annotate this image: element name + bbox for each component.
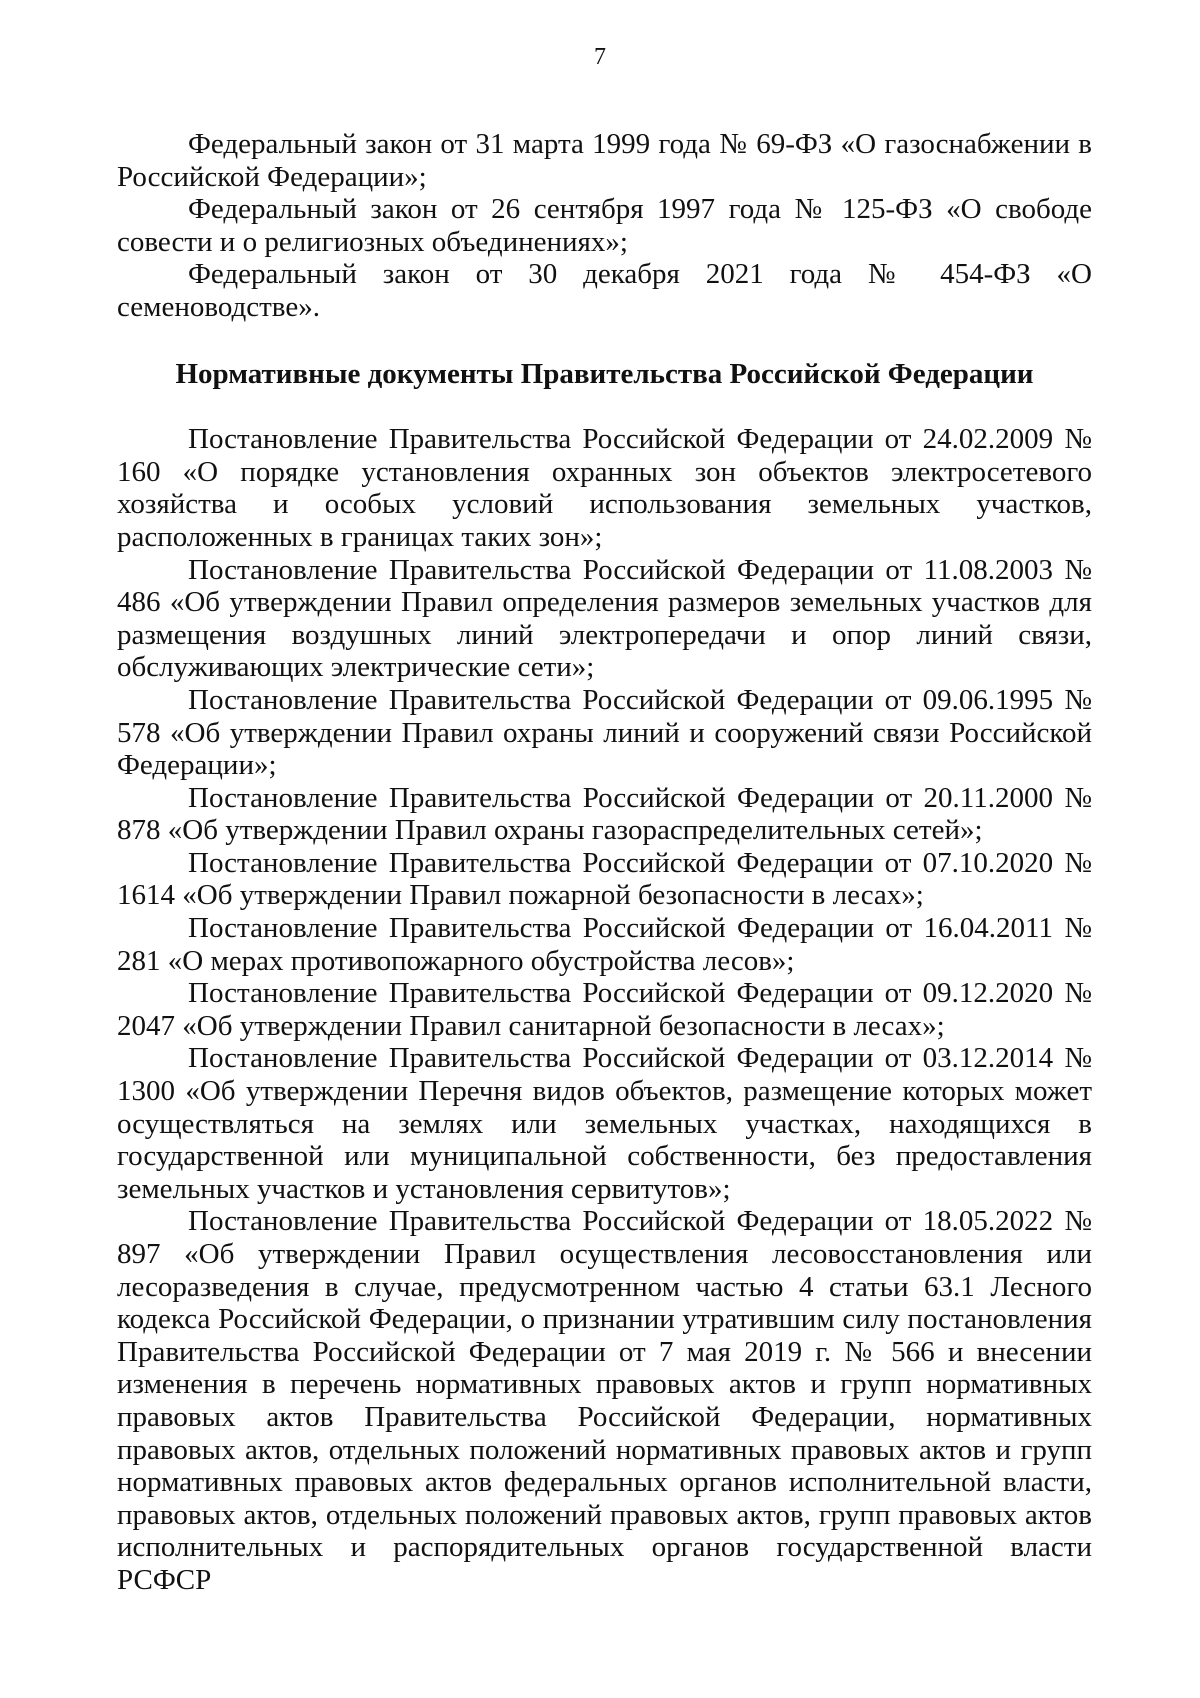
resolution-item: Постановление Правительства Российской Федерации от 11.08.2003 № 486 «Об утверждении Правил определения размеров земельных участков для размещения воздушных линий электропередачи и опор линий связи, обслуживающих электрические сети»;	[117, 553, 1092, 684]
law-item: Федеральный закон от 31 марта 1999 года № 69-ФЗ «О газоснабжении в Российской Федерации»;	[117, 128, 1092, 193]
resolution-item: Постановление Правительства Российской Федерации от 09.06.1995 № 578 «Об утверждении Правил охраны линий и сооружений связи Российской Федерации»;	[117, 683, 1092, 782]
law-item: Федеральный закон от 30 декабря 2021 года № 454-ФЗ «О семеноводстве».	[117, 258, 1092, 323]
document-body	[117, 128, 1092, 1597]
resolution-item: Постановление Правительства Российской Федерации от 03.12.2014 № 1300 «Об утверждении Перечня видов объектов, размещение которых может осуществляться на землях или земельных участках, находящихся в государственной или муниципальной собственности, без предоставления земельных участков и установления сервитутов»;	[117, 1042, 1092, 1205]
resolution-item: Постановление Правительства Российской Федерации от 18.05.2022 № 897 «Об утверждении Правил осуществления лесовосстановления или лесоразведения в случае, предусмотренном частью 4 статьи 63.1 Лесного кодекса Российской Федерации, о признании утратившим силу постановления Правительства Российской Федерации от 7 мая 2019 г. № 566 и внесении изменения в перечень нормативных правовых актов и групп нормативных правовых актов Правительства Российской Федерации, нормативных правовых актов, отдельных положений нормативных правовых актов и групп нормативных правовых актов федеральных органов исполнительной власти, правовых актов, отдельных положений правовых актов, групп правовых актов исполнительных и распорядительных органов государственной власти РСФСР	[117, 1205, 1092, 1596]
resolution-item: Постановление Правительства Российской Федерации от 07.10.2020 № 1614 «Об утверждении Правил пожарной безопасности в лесах»;	[117, 846, 1092, 912]
page-number: 7	[594, 44, 606, 70]
resolution-item: Постановление Правительства Российской Федерации от 09.12.2020 № 2047 «Об утверждении Правил санитарной безопасности в лесах»;	[117, 977, 1092, 1042]
law-item: Федеральный закон от 26 сентября 1997 года № 125-ФЗ «О свободе совести и о религиозных объединениях»;	[117, 193, 1092, 258]
resolution-item: Постановление Правительства Российской Федерации от 20.11.2000 № 878 «Об утверждении Правил охраны газораспределительных сетей»;	[117, 781, 1092, 847]
resolution-item: Постановление Правительства Российской Федерации от 16.04.2011 № 281 «О мерах противопожарного обустройства лесов»;	[117, 912, 1092, 977]
resolution-item: Постановление Правительства Российской Федерации от 24.02.2009 № 160 «О порядке установления охранных зон объектов электросетевого хозяйства и особых условий использования земельных участков, расположенных в границах таких зон»;	[117, 423, 1092, 553]
section-heading: Нормативные документы Правительства Российской Федерации	[175, 357, 1034, 390]
